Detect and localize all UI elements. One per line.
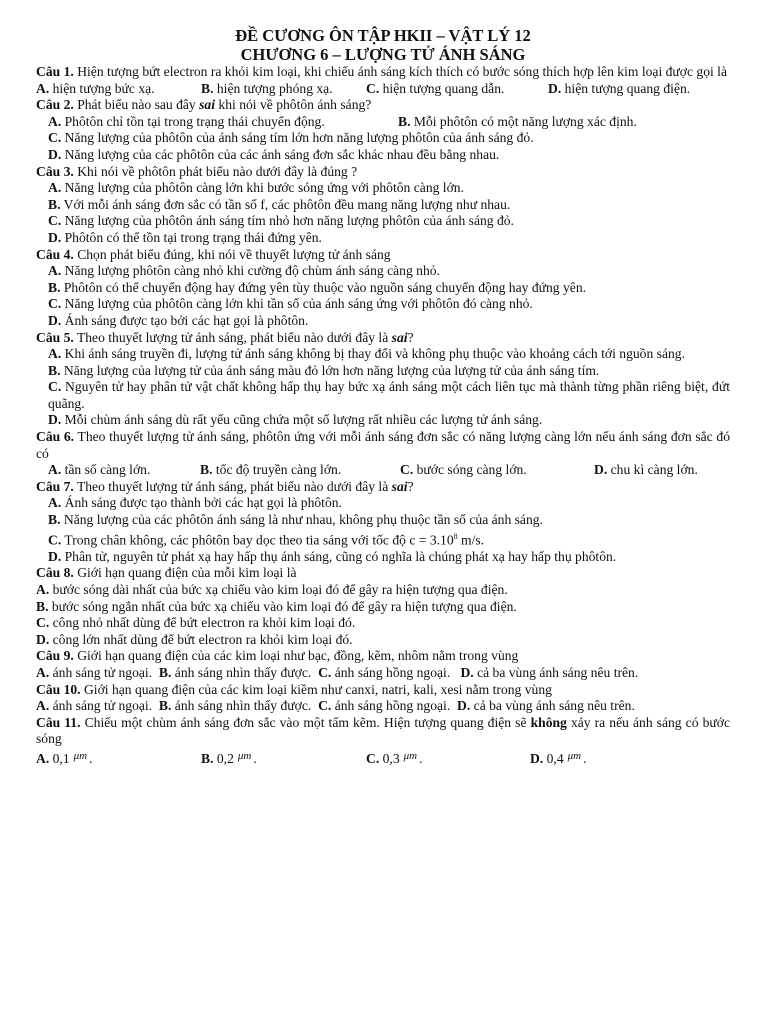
- question-4-option-d: D. Ánh sáng được tạo bởi các hạt gọi là phôtôn.: [48, 312, 309, 328]
- question-2: Câu 2. Phát biểu nào sau đây sai khi nói về phôtôn ánh sáng?: [36, 97, 372, 113]
- question-7: Câu 7. Theo thuyết lượng tử ánh sáng, phát biểu nào dưới đây là sai?: [36, 478, 414, 494]
- question-2-option-c: C. Năng lượng của phôtôn của ánh sáng tím lớn hơn năng lượng phôtôn của ánh sáng đỏ.: [48, 130, 534, 146]
- question-4-option-b: B. Phôtôn có thể chuyển động hay đứng yên tùy thuộc vào nguồn sáng chuyển động hay đứng yên.: [48, 279, 587, 295]
- question-3-option-a: A. Năng lượng của phôtôn càng lớn khi bước sóng ứng với phôtôn càng lớn.: [48, 180, 464, 196]
- question-5-option-b: B. Năng lượng của lượng tử của ánh sáng màu đỏ lớn hơn năng lượng của lượng tử của ánh sáng tím.: [48, 362, 600, 378]
- question-2-option-d: D. Năng lượng của các phôtôn của các ánh sáng đơn sắc khác nhau đều bằng nhau.: [48, 146, 500, 162]
- question-8-option-a: A. bước sóng dài nhất của bức xạ chiếu vào kim loại đó để gây ra hiện tượng qua điện.: [36, 581, 508, 597]
- question-9: Câu 9. Giới hạn quang điện của các kim loại như bạc, đồng, kẽm, nhôm nằm trong vùng: [36, 648, 519, 664]
- question-7-option-a: A. Ánh sáng được tạo thành bởi các hạt gọi là phôtôn.: [48, 495, 342, 511]
- question-8-option-d: D. công lớn nhất dùng để bứt electron ra khỏi kim loại đó.: [36, 631, 353, 647]
- question-3: Câu 3. Khi nói về phôtôn phát biểu nào dưới đây là đúng ?: [36, 163, 358, 179]
- question-1: Câu 1. Hiện tượng bứt electron ra khỏi kim loại, khi chiếu ánh sáng kích thích có bước sóng thích hợp lên kim loại được gọi là: [36, 64, 727, 79]
- doc-title: ĐỀ CƯƠNG ÔN TẬP HKII – VẬT LÝ 12: [235, 26, 531, 45]
- question-8: Câu 8. Giới hạn quang điện của mỗi kim loại là: [36, 565, 297, 581]
- question-4-option-a: A. Năng lượng phôtôn càng nhỏ khi cường độ chùm ánh sáng càng nhỏ.: [48, 263, 440, 279]
- question-10: Câu 10. Giới hạn quang điện của các kim loại kiềm như canxi, natri, kali, xesi nằm trong vùng: [36, 681, 552, 697]
- question-3-option-b: B. Với mỗi ánh sáng đơn sắc có tần số f, các phôtôn đều mang năng lượng như nhau.: [48, 196, 511, 212]
- question-8-option-c: C. công nhỏ nhất dùng để bứt electron ra khỏi kim loại đó.: [36, 615, 356, 631]
- question-8-option-b: B. bước sóng ngắn nhất của bức xạ chiếu vào kim loại đó để gây ra hiện tượng qua điện.: [36, 598, 517, 614]
- question-5-option-c: C. Nguyên tử hay phân tử vật chất không hấp thụ hay bức xạ ánh sáng một cách liên tục mà thành từng phần riêng biệt, đứt quãng.: [48, 379, 730, 411]
- question-4: Câu 4. Chọn phát biểu đúng, khi nói về thuyết lượng tử ánh sáng: [36, 246, 391, 262]
- question-5: Câu 5. Theo thuyết lượng tử ánh sáng, phát biểu nào dưới đây là sai?: [36, 329, 414, 345]
- chapter-title: CHƯƠNG 6 – LƯỢNG TỬ ÁNH SÁNG: [240, 45, 526, 64]
- question-11: Câu 11. Chiếu một chùm ánh sáng đơn sắc vào một tấm kẽm. Hiện tượng quang điện sẽ không xảy ra nếu ánh sáng có bước sóng: [36, 714, 730, 747]
- question-7-option-d: D. Phân tử, nguyên tử phát xạ hay hấp thụ ánh sáng, cũng có nghĩa là chúng phát xạ hay hấp thụ phôtôn.: [48, 548, 617, 564]
- question-7-option-c: C. Trong chân không, các phôtôn bay dọc theo tia sáng với tốc độ $c = 3.10^8$ m/s.: [48, 531, 485, 548]
- question-11-options: A. 0,1 $^{\mu m}$ . B. 0,2 $^{\mu m}$ . C. 0,3 $^{\mu m}$ . D. 0,4 $^{\mu m}$ .: [36, 749, 587, 766]
- question-5-option-d: D. Mỗi chùm ánh sáng dù rất yếu cũng chứa một số lượng rất nhiều các lượng tử ánh sáng.: [48, 412, 543, 428]
- question-4-option-c: C. Năng lượng của phôtôn càng lớn khi tần số của ánh sáng ứng với phôtôn đó càng nhỏ.: [48, 296, 533, 312]
- question-10-options: A. ánh sáng tử ngoại. B. ánh sáng nhìn thấy được. C. ánh sáng hồng ngoại. D. cả ba vùng ánh sáng nêu trên.: [36, 698, 635, 714]
- question-5-option-a: A. Khi ánh sáng truyền đi, lượng tử ánh sáng không bị thay đổi và không phụ thuộc vào khoảng cách tới nguồn sáng.: [48, 346, 685, 362]
- question-3-option-c: C. Năng lượng của phôtôn ánh sáng tím nhỏ hơn năng lượng phôtôn của ánh sáng đỏ.: [48, 213, 514, 229]
- question-6-options: A. tần số càng lớn. B. tốc độ truyền càng lớn. C. bước sóng càng lớn. D. chu kì càng lớn.: [48, 462, 698, 478]
- question-3-option-d: D. Phôtôn có thể tồn tại trong trạng thái đứng yên.: [48, 229, 322, 245]
- question-2-options-ab: A. Phôtôn chỉ tồn tại trong trạng thái chuyển động. B. Mỗi phôtôn có một năng lượng xác định.: [48, 113, 637, 129]
- question-6: Câu 6. Theo thuyết lượng tử ánh sáng, phôtôn ứng với mỗi ánh sáng đơn sắc có năng lượng càng lớn nếu ánh sáng đơn sắc đó có: [36, 429, 730, 461]
- question-9-options: A. ánh sáng tử ngoại. B. ánh sáng nhìn thấy được. C. ánh sáng hồng ngoại. D. cả ba vùng ánh sáng nêu trên.: [36, 664, 639, 680]
- question-7-option-b: B. Năng lượng của các phôtôn ánh sáng là như nhau, không phụ thuộc tần số của ánh sáng.: [48, 512, 543, 528]
- question-1-options: A. hiện tượng bức xạ. B. hiện tượng phóng xạ. C. hiện tượng quang dẫn. D. hiện tượng quang điện.: [36, 80, 691, 96]
